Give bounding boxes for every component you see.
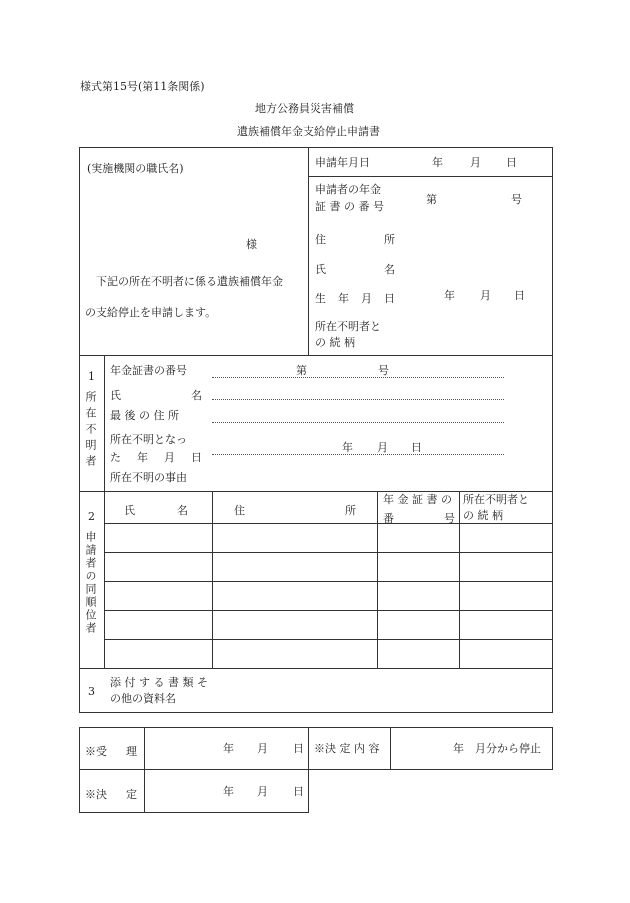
- s2-row5-name-cell[interactable]: [105, 640, 211, 667]
- s1-name-label: 氏 名: [110, 389, 202, 402]
- office-label-divider: [144, 727, 145, 813]
- form-title-line2: 遺族補償年金支給停止申請書: [237, 125, 380, 138]
- s1-missing-day: 日: [411, 441, 422, 454]
- section2-vertical-label: 申請者の同順位者: [84, 531, 97, 635]
- s2-col-divider-3: [459, 491, 460, 668]
- sama-label: 様: [246, 238, 257, 251]
- s1-missing-date-label-2: た 年 月 日: [110, 451, 202, 464]
- apply-date-label: 申請年月日: [315, 156, 370, 169]
- s1-missing-month: 月: [377, 441, 388, 454]
- relation-label-1: 所在不明者と: [315, 320, 381, 333]
- s2-col-divider-2: [377, 491, 378, 668]
- s1-missing-year: 年: [342, 441, 353, 454]
- s1-last-address-label: 最 後 の 住 所: [110, 409, 179, 422]
- section3-number: 3: [88, 685, 95, 698]
- apply-date-day: 日: [506, 156, 517, 169]
- birth-month: 月: [480, 289, 491, 302]
- top-address-label: 住 所: [315, 233, 395, 246]
- decided-month: 月: [257, 785, 268, 798]
- apply-date-year: 年: [432, 156, 443, 169]
- s1-cert-dotted-line: [212, 377, 504, 378]
- divider-top-section: [79, 355, 553, 356]
- section1-vertical-label: 所在不明者: [84, 391, 97, 471]
- decision-content-label: ※決 定 内 容: [314, 742, 380, 755]
- applicant-cert-label-2: 証 書 の 番 号: [315, 200, 384, 213]
- apply-date-month: 月: [470, 156, 481, 169]
- s2-col-cert-header-2: 番 号: [383, 512, 455, 525]
- s1-name-dotted-line: [212, 399, 504, 400]
- form-number: 様式第15号(第11条関係): [80, 80, 205, 93]
- s2-col-divider-1: [212, 491, 213, 668]
- birth-year: 年: [444, 289, 455, 302]
- s1-missing-date-dotted-line: [212, 454, 504, 455]
- birth-date-label: 生 年 月 日: [315, 292, 395, 305]
- office-received-label: ※受 理: [85, 745, 137, 758]
- statement-line1: 下記の所在不明者に係る遺族補償年金: [96, 275, 283, 288]
- decided-day: 日: [293, 785, 304, 798]
- statement-line2: の支給停止を申請します。: [85, 306, 217, 319]
- s2-col-relation-header-2: の 続 柄: [463, 509, 503, 522]
- s1-cert-go: 号: [378, 364, 389, 377]
- office-content-divider: [390, 727, 391, 770]
- form-title-line1: 地方公務員災害補償: [255, 102, 354, 115]
- s2-row4-name-cell[interactable]: [105, 611, 211, 638]
- agency-label: (実施機関の職氏名): [87, 162, 184, 175]
- s2-row1-name-cell[interactable]: [105, 524, 211, 551]
- s2-col-name-header: 氏 名: [124, 504, 188, 517]
- office-decided-label: ※決 定: [85, 788, 137, 801]
- s1-missing-date-label-1: 所在不明となっ: [110, 433, 187, 446]
- s1-cert-dai: 第: [296, 364, 307, 377]
- birth-day: 日: [514, 289, 525, 302]
- s2-col-address-header: 住 所: [234, 504, 356, 517]
- applicant-cert-dai: 第: [426, 193, 437, 206]
- s1-reason-label: 所在不明の事由: [110, 471, 187, 484]
- applicant-cert-go: 号: [511, 193, 522, 206]
- decision-content-value: 年 月分から停止: [453, 742, 541, 755]
- section2-number: 2: [88, 510, 95, 523]
- received-year: 年: [223, 742, 234, 755]
- s2-col-cert-header-1: 年 金 証 書 の: [383, 493, 452, 506]
- s3-attachments-cell[interactable]: [213, 669, 552, 712]
- top-vertical-divider: [308, 147, 309, 355]
- s3-label-1: 添 付 す る 書 類 そ: [110, 676, 208, 689]
- s2-row2-name-cell[interactable]: [105, 553, 211, 580]
- received-day: 日: [293, 742, 304, 755]
- decided-year: 年: [223, 785, 234, 798]
- divider-section1: [79, 491, 553, 492]
- apply-date-divider: [308, 176, 553, 177]
- s1-address-dotted-line: [212, 422, 504, 423]
- s2-col-relation-header-1: 所在不明者と: [463, 493, 529, 506]
- top-name-label: 氏 名: [315, 263, 395, 276]
- relation-label-2: の 続 柄: [315, 336, 355, 349]
- s3-label-2: の他の資料名: [110, 692, 176, 705]
- section1-number: 1: [88, 370, 95, 383]
- s2-row3-name-cell[interactable]: [105, 582, 211, 609]
- applicant-cert-label-1: 申請者の年金: [315, 183, 381, 196]
- s1-cert-label: 年金証書の番号: [110, 364, 187, 377]
- office-mid-divider: [308, 727, 309, 770]
- received-month: 月: [257, 742, 268, 755]
